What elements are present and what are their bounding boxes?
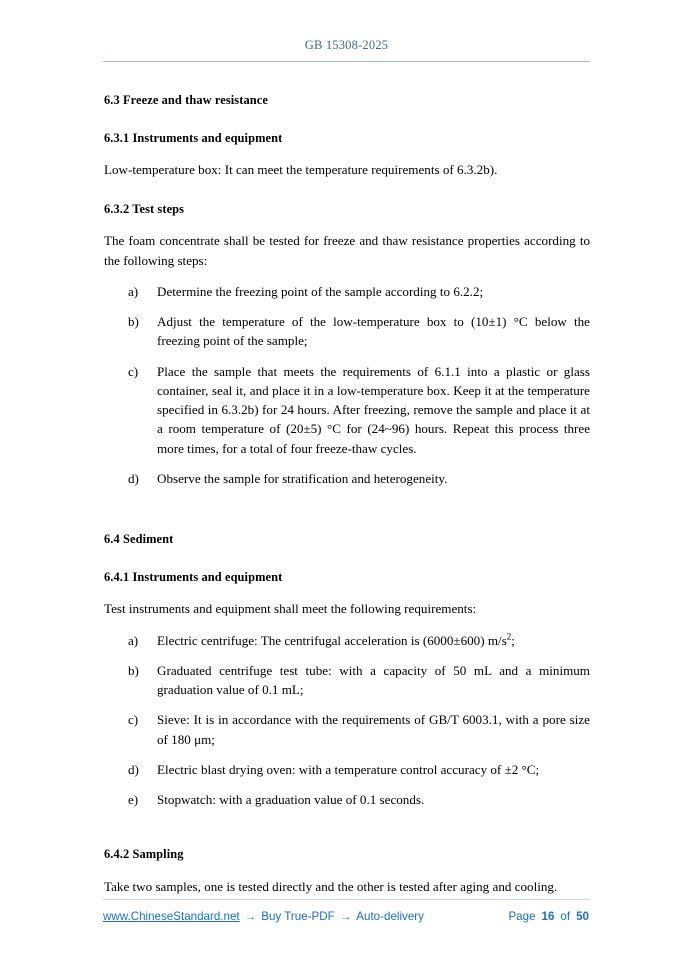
section-spacer [104, 548, 590, 569]
list-item-text: Stopwatch: with a graduation value of 0.1 seconds. [157, 792, 425, 808]
section-spacer [104, 180, 590, 201]
list-item-text: Place the sample that meets the requirements of 6.1.1 into a plastic or glass container, seal it, and place it in a low-temperature box. Keep it at the temperature specified in 6.3.2b) for 24 hours. After freezing, remove the sample and place it at a room temperature of (20±5) °C for (24~96) hours. Repeat this process three more times, for a total of four freeze-thaw cycles. [157, 363, 590, 456]
section-heading: 6.3.1 Instruments and equipment [104, 130, 283, 145]
list-item [104, 282, 590, 301]
section-spacer [104, 825, 590, 846]
page-of-label: of [560, 910, 571, 923]
section-heading: 6.4 Sediment [104, 532, 174, 547]
chinesestandard-link[interactable]: www.ChineseStandard.net [103, 910, 240, 923]
list-item [104, 710, 590, 748]
footer-promo-auto-delivery: Auto-delivery [356, 910, 424, 923]
list-item-marker: d) [128, 761, 139, 777]
list-item-spacer [104, 749, 590, 760]
list-item-marker: a) [128, 283, 139, 299]
list-item-marker: a) [128, 632, 139, 648]
list-item-marker: d) [128, 470, 139, 486]
list-item-marker: e) [128, 792, 139, 808]
page-label: Page [508, 910, 536, 923]
list-item [104, 312, 590, 350]
section-heading: 6.3.2 Test steps [104, 201, 185, 216]
list-item-spacer [104, 301, 590, 312]
list-item [104, 760, 590, 779]
list-item-spacer [104, 699, 590, 710]
section-heading: 6.3 Freeze and thaw resistance [104, 93, 268, 107]
list-item-spacer [104, 458, 590, 469]
document-standard-code: GB 15308-2025 [304, 38, 389, 52]
list-item-text: Determine the freezing point of the sample according to 6.2.2; [157, 283, 484, 299]
paragraph-spacer [104, 217, 590, 231]
list-item-marker: b) [128, 314, 139, 330]
list-item-marker: b) [128, 662, 139, 678]
list-item-marker: c) [128, 712, 139, 728]
list-end-spacer [104, 488, 590, 504]
body-paragraph: Test instruments and equipment shall meet the following requirements: [104, 601, 477, 617]
body-paragraph: The foam concentrate shall be tested for freeze and thaw resistance properties according to the following steps: [104, 233, 590, 268]
list-item-marker: c) [128, 363, 139, 379]
body-paragraph: Low-temperature box: It can meet the temperature requirements of 6.3.2b). [104, 162, 498, 178]
list-item [104, 661, 590, 699]
list-end-spacer [104, 809, 590, 825]
document-body [104, 92, 590, 896]
list-item-text: Graduated centrifuge test tube: with a capacity of 50 mL and a minimum graduation value of 0.1 mL; [157, 662, 590, 698]
list-item-text: Observe the sample for stratification and heterogeneity. [157, 470, 448, 486]
page-footer [103, 910, 590, 930]
page-indicator [508, 910, 590, 923]
section-heading: 6.4.1 Instruments and equipment [104, 569, 283, 584]
total-page-count: 50 [576, 910, 589, 923]
list-item-text: Electric centrifuge: The centrifugal acceleration is (6000±600) $m/s^2$; [157, 631, 515, 648]
list-item [104, 631, 590, 650]
paragraph-spacer [104, 863, 590, 877]
list-item-spacer [104, 779, 590, 790]
list-item [104, 469, 590, 488]
superscript: 2 [506, 631, 512, 642]
list-item-spacer [104, 351, 590, 362]
list-item-text: Sieve: It is in accordance with the requirements of GB/T 6003.1, with a pore size of 180 μm; [157, 712, 590, 747]
header-divider [103, 61, 590, 62]
arrow-right-icon-2: → [339, 910, 352, 923]
section-spacer [104, 504, 590, 531]
section-spacer [104, 109, 590, 130]
arrow-right-icon-1: → [244, 910, 257, 923]
section-heading: 6.4.2 Sampling [104, 847, 184, 862]
footer-divider [103, 899, 590, 900]
body-paragraph: Take two samples, one is tested directly and the other is tested after aging and cooling. [104, 879, 558, 895]
list-spacer [104, 619, 590, 631]
current-page-number: 16 [541, 910, 555, 923]
list-spacer [104, 270, 590, 282]
list-item-spacer [104, 650, 590, 661]
footer-promo-group [103, 910, 424, 923]
page-header [103, 36, 590, 54]
list-item [104, 790, 590, 809]
list-item-text: Adjust the temperature of the low-temperature box to (10±1) °C below the freezing point of the sample; [157, 314, 590, 349]
paragraph-spacer [104, 146, 590, 160]
list-item-text: Electric blast drying oven: with a temperature control accuracy of ±2 °C; [157, 761, 540, 777]
list-item [104, 362, 590, 458]
paragraph-spacer [104, 585, 590, 599]
footer-promo-buy-true-pdf: Buy True-PDF [261, 910, 335, 923]
